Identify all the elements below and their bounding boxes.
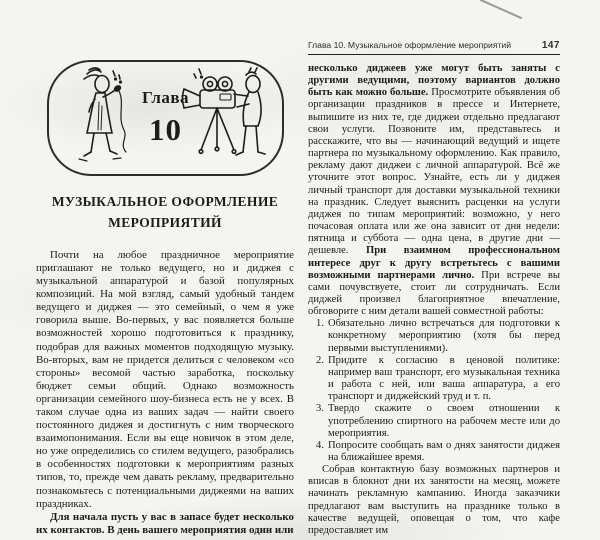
list-item bbox=[308, 403, 560, 439]
chapter-number: 10 bbox=[149, 112, 182, 147]
list-text: Придите к согласию в ценовой политике: например ваш транспорт, его музыкальная техника и работа с ней, или ваша аппаратура, а его транспорт и диджейский труд и т. п. bbox=[328, 354, 560, 403]
list-number: 2. bbox=[316, 354, 324, 366]
list-item bbox=[308, 440, 560, 464]
regular-text-end: При встрече вы сами почувствуете, стоит ли сотрудничать. Если диджей произвел благоприятное впечатление, обговорите с ним детали вашей совместной работы: bbox=[308, 269, 560, 318]
running-title: Глава 10. Музыкальное оформление мероприятий bbox=[308, 40, 512, 50]
body-paragraph: Почти на любое праздничное мероприятие приглашают не только ведущего, но и диджея с музыкальной аппаратурой и базой популярных композиций. На мой взгляд, самый удобный тандем ведущего и диджея — это семейный, о чем я уже говорила выше. Во-первых, у вас появляется больше возможностей хорошо подготовиться к празднику, подобрав для важных моментов подходящую музыку. Во-вторых, вам не придется делиться с человеком «со стороны» весомой частью заработка, поскольку бюджет семьи общий. Однако возможность организации семейного шоу-бизнеса есть не у всех. В таком случае одна из ваших задач — найти своего постоянного диджея и достигнуть с ним творческого взаимопонимания. Если вы еще новичок в этом деле, но уже определились со стилем ведущего, разобрались в особенностях подготовки к мероприятиям разных типов, то, прежде чем давать рекламу, предварительно познакомьтесь с потенциальными диджеями на ваших праздниках. bbox=[36, 248, 294, 510]
right-page bbox=[308, 40, 560, 537]
chapter-title bbox=[36, 192, 294, 234]
closing-paragraph: Собрав контактную базу возможных партнеров и вписав в блокнот дни их занятости на месяц, можете начинать рекламную кампанию. Иногда заказчики предлагают вам выступить на празднике только в качестве ведущей, оповещая о том, что кафе предоставляет им bbox=[308, 464, 560, 536]
right-page-body bbox=[308, 63, 560, 537]
chapter-title-line1: МУЗЫКАЛЬНОЕ ОФОРМЛЕНИЕ bbox=[51, 194, 279, 209]
running-header bbox=[308, 40, 560, 54]
chapter-illustration bbox=[47, 60, 284, 176]
list-number: 1. bbox=[316, 318, 324, 330]
page-number: 147 bbox=[541, 40, 560, 51]
continuation-paragraph bbox=[308, 63, 560, 318]
list-item bbox=[308, 355, 560, 404]
left-page bbox=[36, 60, 294, 537]
list-text: Обязательно лично встречаться для подготовки к конкретному мероприятию (хотя бы перед первыми выступлениями). bbox=[328, 318, 560, 354]
bold-continuation-text: несколько диджеев уже могут быть заняты с другими ведущими, поэтому вариантов должно быть как можно больше. bbox=[308, 63, 560, 99]
header-rule bbox=[308, 54, 560, 55]
chapter-label: Глава bbox=[141, 88, 190, 107]
bold-advice-text: При взаимном профессиональном интересе друг к другу встретьтесь с вашими возможными партнерами лично. bbox=[308, 245, 560, 281]
list-number: 3. bbox=[316, 403, 324, 415]
bold-paragraph: Для начала пусть у вас в запасе будет несколько их контактов. В день вашего мероприятия один или bbox=[36, 510, 294, 536]
left-page-body bbox=[36, 249, 294, 537]
list-number: 4. bbox=[316, 439, 324, 451]
list-text: Твердо скажите о своем отношении к употреблению спиртного на рабочем месте или до мероприятия. bbox=[328, 403, 560, 439]
chapter-title-line2: МЕРОПРИЯТИЙ bbox=[108, 214, 222, 230]
numbered-list bbox=[308, 318, 560, 464]
list-text: Попросите сообщать вам о днях занятости диджея на ближайшее время. bbox=[328, 439, 560, 463]
regular-text: Просмотрите объявления об организации праздников в прессе и Интернете, выпишите из них те, где диджеи отдельно предлагают свои услуги. Позвоните им, представьтесь и расскажите, что вы — начинающий ведущий и ищете партнера по музыкальному оформлению. Как правило, рекламу дают диджеи с личной аппаратурой. Всё же уточните этот вопрос. Узнайте, есть ли у диджея личный транспорт для доставки музыкальной техники на праздник. Следует выяснить расценки на услуги диджея по типам мероприятий: возможно, у него почасовая оплата или же она зависит от дня недели: пятница и суббота — одна цена, в другие дни — дешевле. bbox=[308, 87, 560, 257]
list-item bbox=[308, 318, 560, 354]
scan-artifact-line bbox=[480, 0, 523, 19]
